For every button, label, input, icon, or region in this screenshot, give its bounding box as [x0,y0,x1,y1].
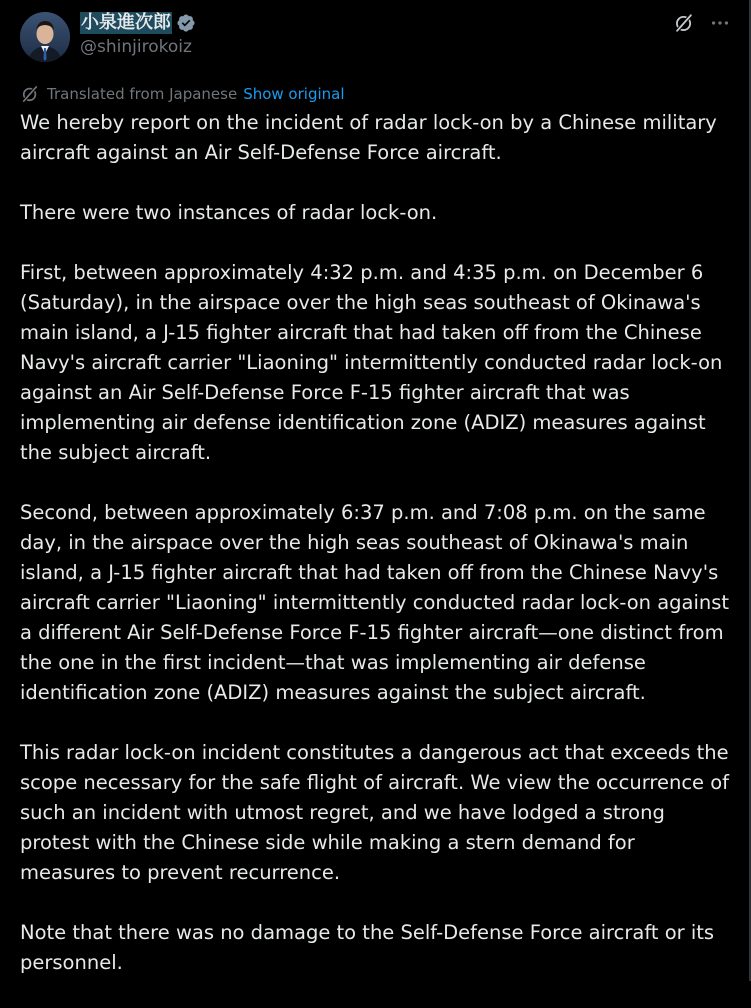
post-header [20,10,731,66]
translation-bar [20,83,345,105]
post-paragraph: First, between approximately 4:32 p.m. and 4:35 p.m. on December 6 (Saturday), in the airspace over the high seas southeast of Okinawa's main island, a J-15 fighter aircraft that had taken off from the Chinese Navy's aircraft carrier "Liaoning" intermittently conducted radar lock-on against an Air Self-Defense Force F-15 fighter aircraft that was implementing air defense identification zone (ADIZ) measures against the subject aircraft. [20,261,723,464]
more-options-icon[interactable] [709,12,731,34]
translate-icon [20,84,40,104]
post-paragraph: This radar lock-on incident constitutes a dangerous act that exceeds the scope necessary for the safe flight of aircraft. We view the occurrence of such an incident with utmost regret, and we have lodged a strong protest with the Chinese side while making a stern demand for measures to prevent recurrence. [20,741,730,884]
show-original-link[interactable]: Show original [243,85,345,103]
grok-icon[interactable] [673,12,695,34]
post-paragraph: We hereby report on the incident of radar lock-on by a Chinese military aircraft against an Air Self-Defense Force aircraft. [20,111,717,164]
author-handle[interactable]: @shinjirokoiz [80,37,192,57]
post-paragraph: There were two instances of radar lock-on. [20,201,438,224]
display-name[interactable]: 小泉進次郎 [81,12,171,33]
translated-label: Translated from Japanese [47,85,238,103]
avatar[interactable] [20,12,70,62]
verified-badge-icon[interactable] [176,13,196,33]
post-text [20,108,736,1008]
display-name-row [80,11,196,35]
post-paragraph: Note that there was no damage to the Self-Defense Force aircraft or its personnel. [20,921,715,974]
post-paragraph: Second, between approximately 6:37 p.m. and 7:08 p.m. on the same day, in the airspace over the high seas southeast of Okinawa's main island, a J-15 fighter aircraft that had taken off from the Chinese Navy's aircraft carrier "Liaoning" intermittently conducted radar lock-on against a different Air Self-Defense Force F-15 fighter aircraft—one distinct from the one in the first incident—that was implementing air defense identification zone (ADIZ) measures against the subject aircraft. [20,501,730,704]
author-names [80,11,196,59]
profile-photo [20,12,70,62]
header-actions [673,12,731,34]
